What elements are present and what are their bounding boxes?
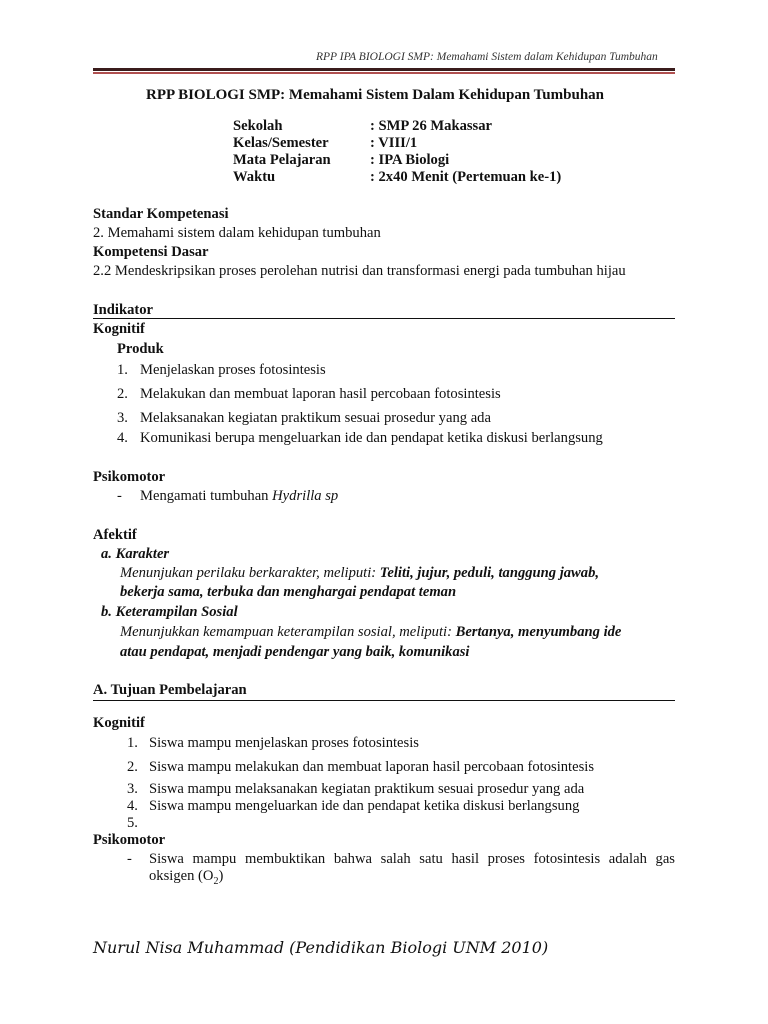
- footer-author: Nurul Nisa Muhammad (Pendidikan Biologi UNM 2010): [93, 938, 549, 957]
- indikator-item-number: 3.: [117, 410, 128, 426]
- identity-label-sekolah: Sekolah: [233, 118, 283, 134]
- sosial-line-1: [120, 624, 621, 641]
- indikator-psikomotor-item: [140, 488, 338, 505]
- indikator-item: Melaksanakan kegiatan praktikum sesuai prosedur yang ada: [140, 410, 491, 426]
- species-name: Hydrilla sp: [272, 488, 339, 504]
- identity-value-kelas: : VIII/1: [370, 135, 418, 151]
- oxygen-suffix: ): [218, 868, 224, 884]
- indikator-item-number: 2.: [117, 386, 128, 402]
- running-header: RPP IPA BIOLOGI SMP: Memahami Sistem dalam Kehidupan Tumbuhan: [316, 51, 658, 63]
- tujuan-kognitif-heading: Kognitif: [93, 715, 145, 731]
- indikator-produk-heading: Produk: [117, 341, 164, 357]
- karakter-heading: a. Karakter: [101, 546, 170, 562]
- tujuan-underline: [93, 700, 675, 701]
- kompetensi-dasar-heading: Kompetensi Dasar: [93, 244, 209, 260]
- tujuan-item: Siswa mampu menjelaskan proses fotosintesis: [149, 735, 419, 751]
- identity-label-mapel: Mata Pelajaran: [233, 152, 331, 168]
- standar-kompetensi-text: 2. Memahami sistem dalam kehidupan tumbuhan: [93, 225, 381, 241]
- tujuan-item-number: 3.: [127, 781, 138, 797]
- indikator-item: Komunikasi berupa mengeluarkan ide dan pendapat ketika diskusi berlangsung: [140, 430, 603, 446]
- sosial-line-2: atau pendapat, menjadi pendengar yang baik, komunikasi: [120, 644, 470, 660]
- header-rule-dark: [93, 68, 675, 71]
- header-rule-red: [93, 72, 675, 74]
- tujuan-item-number: 2.: [127, 759, 138, 775]
- identity-value-mapel: : IPA Biologi: [370, 152, 450, 168]
- identity-label-kelas: Kelas/Semester: [233, 135, 329, 151]
- indikator-item: Melakukan dan membuat laporan hasil percobaan fotosintesis: [140, 386, 501, 402]
- indikator-item: Menjelaskan proses fotosintesis: [140, 362, 326, 378]
- identity-value-waktu: : 2x40 Menit (Pertemuan ke-1): [370, 169, 562, 185]
- karakter-line-1: [120, 565, 599, 582]
- tujuan-item-number: 1.: [127, 735, 138, 751]
- document-title: RPP BIOLOGI SMP: Memahami Sistem Dalam Kehidupan Tumbuhan: [146, 87, 604, 103]
- keterampilan-sosial-heading: b. Keterampilan Sosial: [101, 604, 238, 620]
- tujuan-heading: A. Tujuan Pembelajaran: [93, 682, 247, 698]
- tujuan-psikomotor-heading: Psikomotor: [93, 832, 166, 848]
- afektif-heading: Afektif: [93, 527, 137, 543]
- indikator-item-number: 1.: [117, 362, 128, 378]
- karakter-values: Teliti, jujur, peduli, tanggung jawab,: [379, 565, 600, 581]
- indikator-heading: Indikator: [93, 302, 154, 318]
- tujuan-item-number: 4.: [127, 798, 138, 814]
- indikator-kognitif-heading: Kognitif: [93, 321, 145, 337]
- indikator-item-number: 4.: [117, 430, 128, 446]
- indikator-psikomotor-dash: -: [117, 488, 122, 504]
- sosial-values: Bertanya, menyumbang ide: [455, 624, 622, 640]
- tujuan-item: Siswa mampu mengeluarkan ide dan pendapat ketika diskusi berlangsung: [149, 798, 580, 814]
- psikomotor-text: Mengamati tumbuhan: [140, 488, 273, 504]
- oxygen-prefix: oksigen (O: [149, 868, 214, 884]
- tujuan-psikomotor-line-1: Siswa mampu membuktikan bahwa salah satu hasil proses fotosintesis adalah gas: [149, 851, 675, 867]
- karakter-intro: Menunjukan perilaku berkarakter, meliputi:: [120, 565, 380, 581]
- tujuan-psikomotor-dash: -: [127, 851, 132, 867]
- tujuan-item: Siswa mampu melakukan dan membuat laporan hasil percobaan fotosintesis: [149, 759, 594, 775]
- tujuan-psikomotor-line-2: [149, 868, 223, 887]
- tujuan-item-number: 5.: [127, 815, 138, 831]
- karakter-line-2: bekerja sama, terbuka dan menghargai pendapat teman: [120, 584, 457, 600]
- identity-value-sekolah: : SMP 26 Makassar: [370, 118, 493, 134]
- identity-label-waktu: Waktu: [233, 169, 276, 185]
- kompetensi-dasar-text: 2.2 Mendeskripsikan proses perolehan nutrisi dan transformasi energi pada tumbuhan hijau: [93, 263, 626, 279]
- indikator-underline: [93, 318, 675, 319]
- oxygen-subscript: 2: [213, 875, 219, 887]
- sosial-intro: Menunjukkan kemampuan keterampilan sosial, meliputi:: [120, 624, 456, 640]
- indikator-psikomotor-heading: Psikomotor: [93, 469, 166, 485]
- tujuan-item: Siswa mampu melaksanakan kegiatan praktikum sesuai prosedur yang ada: [149, 781, 585, 797]
- standar-kompetensi-heading: Standar Kompetenasi: [93, 206, 229, 222]
